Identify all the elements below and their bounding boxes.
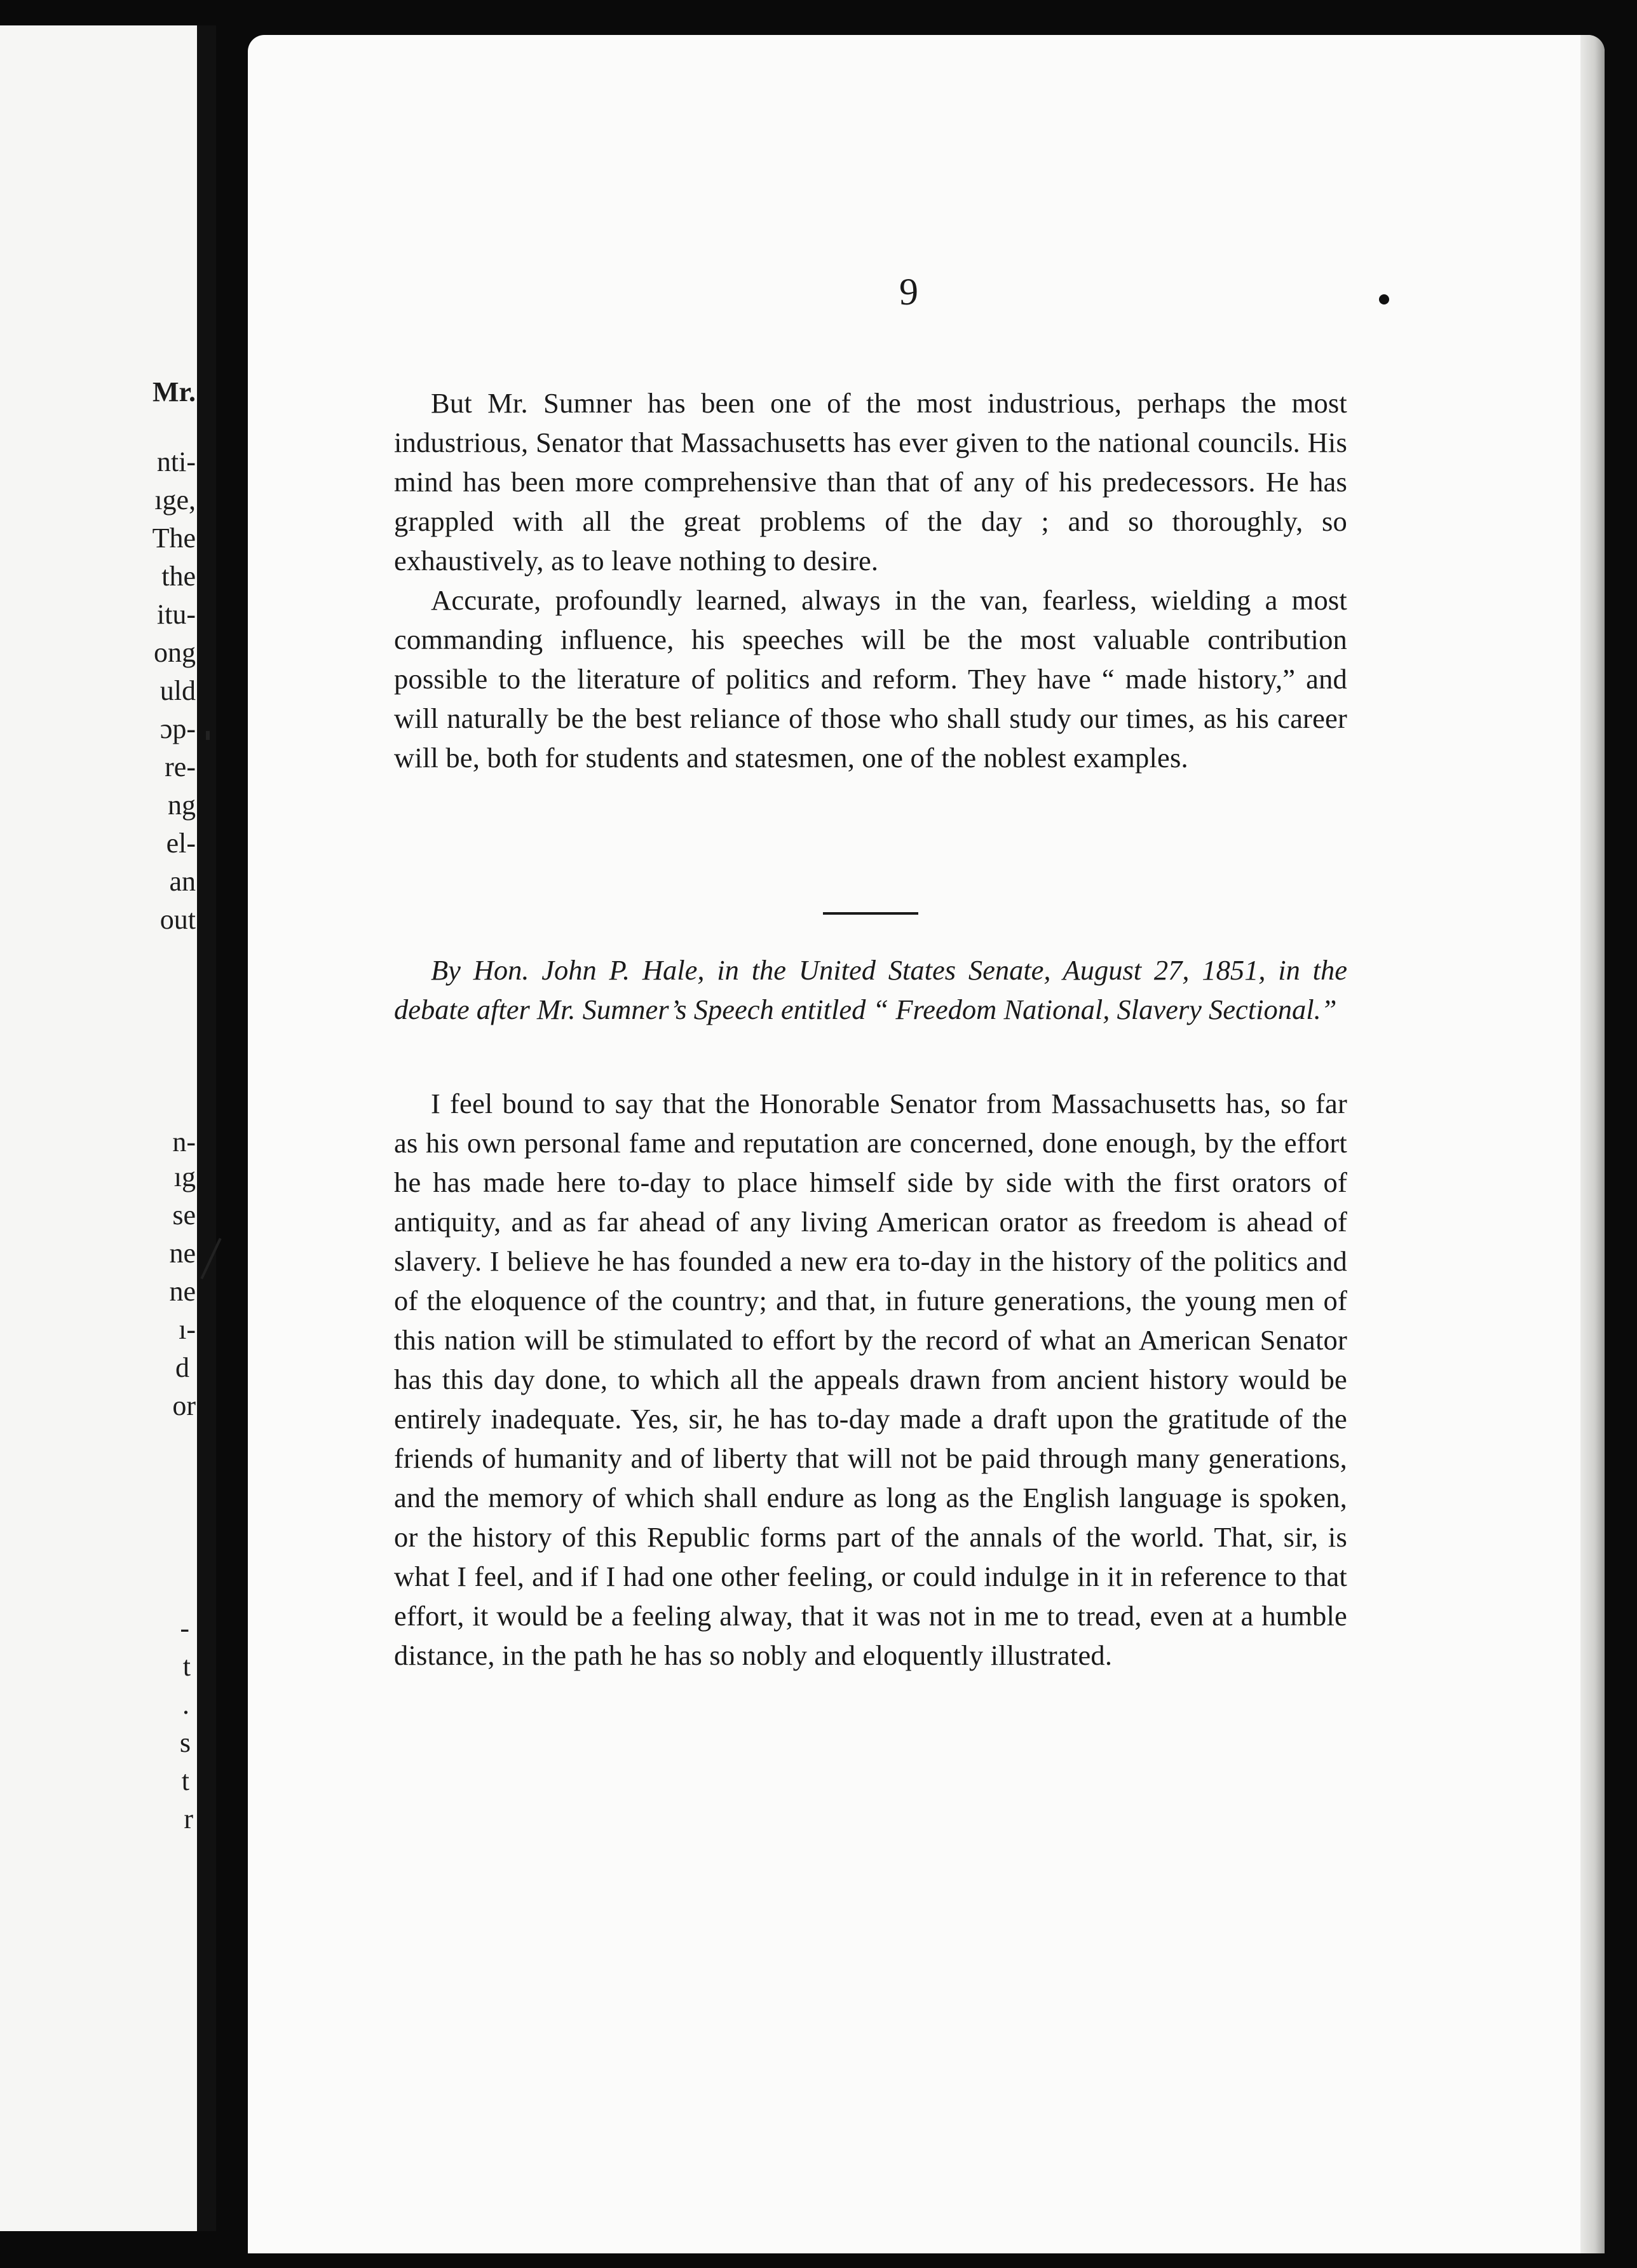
left-page-fragment: ıge, (154, 484, 196, 516)
left-page-fragment: or (172, 1390, 196, 1421)
left-page-fragment: ne (169, 1238, 196, 1269)
left-page-fragment: The (152, 523, 196, 554)
text-block-hale-quote (394, 1084, 1347, 1675)
left-page-fragment: the (161, 561, 196, 592)
left-page-fragment: out (160, 904, 196, 935)
left-page-fragment: Mr. (152, 376, 196, 407)
left-page-fragment: re- (165, 751, 196, 782)
left-facing-page (0, 25, 216, 2231)
paragraph: But Mr. Sumner has been one of the most industrious, perhaps the most industrious, Senator that Massachusetts has ever given to the national councils. His mind has been more comprehensive than that of any of his predecessors. He has grappled with all the great problems of the day ; and so thoroughly, so exhaustively, as to leave nothing to desire. (394, 387, 1347, 577)
left-page-fragment: . (182, 1689, 189, 1720)
page-edge (1580, 35, 1605, 2253)
section-rule (823, 912, 918, 915)
left-page-fragment: t (181, 1765, 189, 1796)
left-page-fragment: ı- (179, 1314, 196, 1345)
page (248, 35, 1605, 2253)
left-page-fragment: ıg (173, 1161, 196, 1192)
gutter-mark (206, 731, 210, 740)
left-page-fragment: ng (168, 789, 196, 821)
paragraph: I feel bound to say that the Honorable Senator from Massachusetts has, so far as his own personal fame and reputation are concerned, done enough, by the effort he has made here to-day to place himself side by side with the first orators of antiquity, and as far ahead of any living American orator as freedom is ahead of slavery. I believe he has founded a new era to-day in the history of the politics and of the eloquence of the country; and that, in future generations, the young men of this nation will be stimulated to effort by the record of what an American Senator has this day done, to which all the appeals drawn from ancient history would be entirely inadequate. Yes, sir, he has to-day made a draft upon the gratitude of the friends of humanity and of liberty that will not be paid through many generations, and the memory of which shall endure as long as the English language is spoken, or the history of this Republic forms part of the annals of the world. That, sir, is what I feel, and if I had one other feeling, or could indulge in it in reference to that effort, it would be a feeling alway, that it was not in me to tread, even at a humble distance, in the path he has so nobly and eloquently illustrated. (394, 1088, 1347, 1671)
left-page-fragment: uld (160, 675, 196, 706)
left-page-fragment: el- (166, 828, 196, 859)
attribution-heading (394, 950, 1347, 1029)
left-page-fragment: - (180, 1613, 189, 1644)
left-page-fragment: se (172, 1199, 196, 1231)
left-page-fragment: itu- (156, 599, 196, 630)
ink-speck (1379, 294, 1389, 304)
left-page-fragment: ong (154, 637, 196, 668)
left-page-fragment: an (169, 866, 196, 897)
attribution-text: By Hon. John P. Hale, in the United States Senate, August 27, 1851, in the debate after Mr. Sumner’s Speech entitled “ Freedom National, Slavery Sectional.” (394, 954, 1347, 1025)
page-number: 9 (899, 271, 918, 313)
text-block-sumner-praise (394, 383, 1347, 777)
left-page-fragment: ne (169, 1276, 196, 1307)
left-page-fragment: r (184, 1803, 193, 1834)
left-page-fragment: d (175, 1352, 189, 1383)
paragraph: Accurate, profoundly learned, always in the van, fearless, wielding a most commanding influence, his speeches will be the most valuable contribution possible to the literature of politics and reform. They have “ made history,” and will naturally be the best reliance of those who shall study our times, as his career will be, both for students and statesmen, one of the noblest examples. (394, 584, 1347, 774)
left-page-fragment: t (182, 1651, 191, 1682)
left-page-fragment: s (179, 1727, 191, 1758)
left-page-fragment: nti- (156, 446, 196, 477)
left-page-fragment: ɔp- (160, 713, 196, 744)
left-page-fragment: n- (172, 1126, 196, 1158)
